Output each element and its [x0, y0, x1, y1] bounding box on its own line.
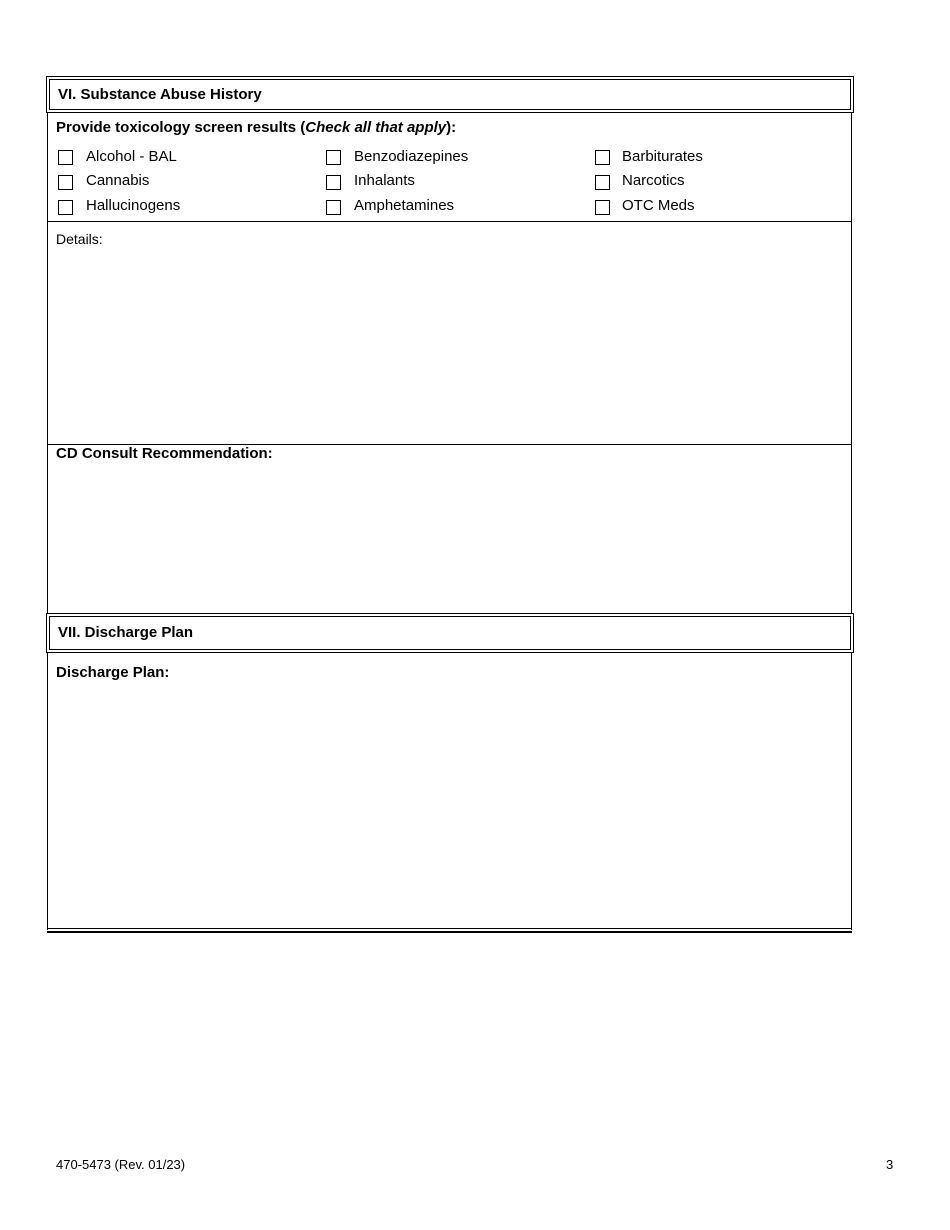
option-label-hallucinogens: Hallucinogens: [86, 197, 181, 214]
checkbox-cannabis[interactable]: [58, 175, 73, 190]
section-6-title: VI. Substance Abuse History: [58, 86, 262, 103]
checkbox-otc-meds[interactable]: [595, 200, 610, 215]
option-label-cannabis: Cannabis: [86, 172, 150, 189]
option-label-barbiturates: Barbiturates: [622, 148, 703, 165]
checkbox-narcotics[interactable]: [595, 175, 610, 190]
page-number: 3: [886, 1157, 894, 1172]
option-label-alcohol-bal: Alcohol - BAL: [86, 148, 177, 165]
section-6-header: [46, 76, 854, 113]
bottom-double-border: [47, 928, 852, 933]
option-label-amphetamines: Amphetamines: [354, 197, 455, 214]
section-7-header: [46, 613, 854, 653]
checkbox-benzodiazepines[interactable]: [326, 150, 341, 165]
discharge-plan-label: Discharge Plan:: [56, 664, 170, 681]
option-label-narcotics: Narcotics: [622, 172, 685, 189]
checkbox-hallucinogens[interactable]: [58, 200, 73, 215]
toxicology-prompt: Provide toxicology screen results (Check all that apply):: [56, 119, 457, 136]
cd-consult-label: CD Consult Recommendation:: [56, 445, 273, 462]
cd-consult-field[interactable]: [48, 445, 851, 612]
checkbox-inhalants[interactable]: [326, 175, 341, 190]
checkbox-alcohol-bal[interactable]: [58, 150, 73, 165]
section-7-title: VII. Discharge Plan: [58, 624, 194, 641]
checkbox-amphetamines[interactable]: [326, 200, 341, 215]
option-label-otc-meds: OTC Meds: [622, 197, 695, 214]
details-label: Details:: [56, 231, 103, 247]
form-number: 470-5473 (Rev. 01/23): [56, 1157, 186, 1172]
option-label-benzodiazepines: Benzodiazepines: [354, 148, 469, 165]
checkbox-barbiturates[interactable]: [595, 150, 610, 165]
details-field[interactable]: [48, 222, 851, 444]
discharge-plan-field[interactable]: [48, 653, 851, 929]
option-label-inhalants: Inhalants: [354, 172, 415, 189]
